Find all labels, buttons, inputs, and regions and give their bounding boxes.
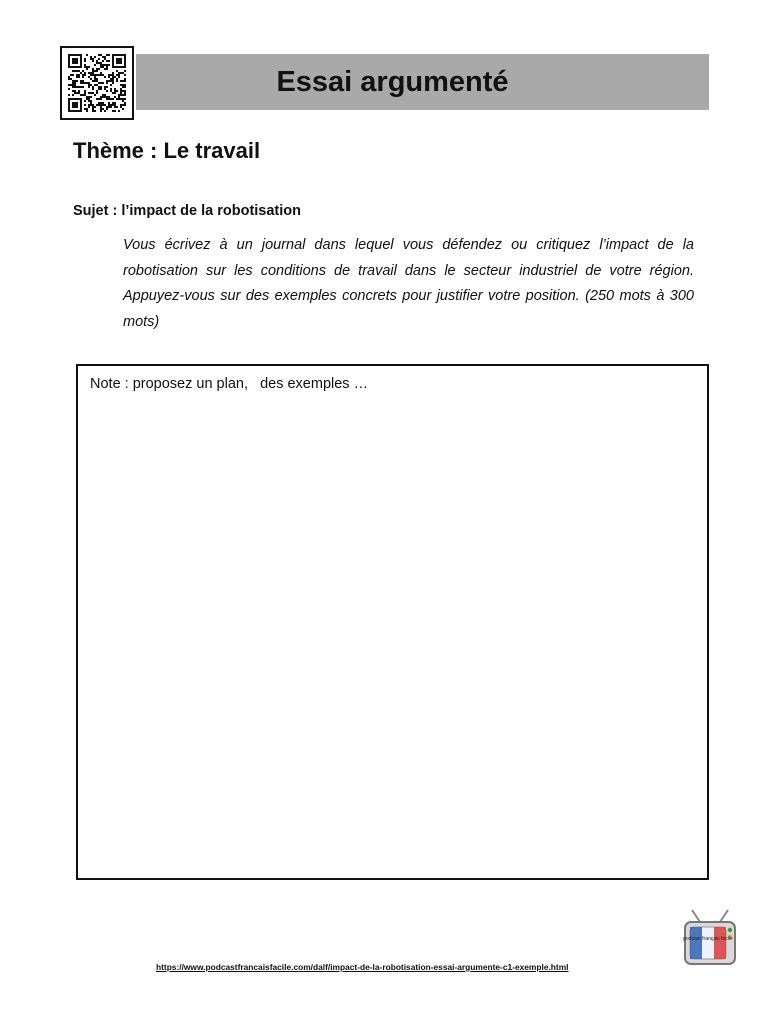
source-link[interactable]: https://www.podcastfrancaisfacile.com/dalf/impact-de-la-robotisation-essai-argumente-c1-exemple.html (156, 962, 569, 972)
subject-label: Sujet : l’impact de la robotisation (73, 203, 301, 219)
title-bar (136, 54, 709, 110)
qr-code-icon (60, 46, 134, 120)
essay-prompt: Vous écrivez à un journal dans lequel vous défendez ou critiquez l’impact de la robotisation sur les conditions de travail dans le secteur industriel de votre région. Appuyez-vous sur des exemples concrets pour justifier votre position. (250 mots à 300 mots) (123, 237, 694, 330)
notes-box[interactable] (76, 364, 709, 880)
logo-text: podcast français facile (683, 936, 733, 942)
theme-heading: Thème : Le travail (73, 138, 261, 163)
page-title: Essai argumenté (276, 65, 509, 98)
tv-logo-icon (682, 908, 738, 968)
notes-label: Note : proposez un plan, des exemples … (90, 376, 369, 392)
